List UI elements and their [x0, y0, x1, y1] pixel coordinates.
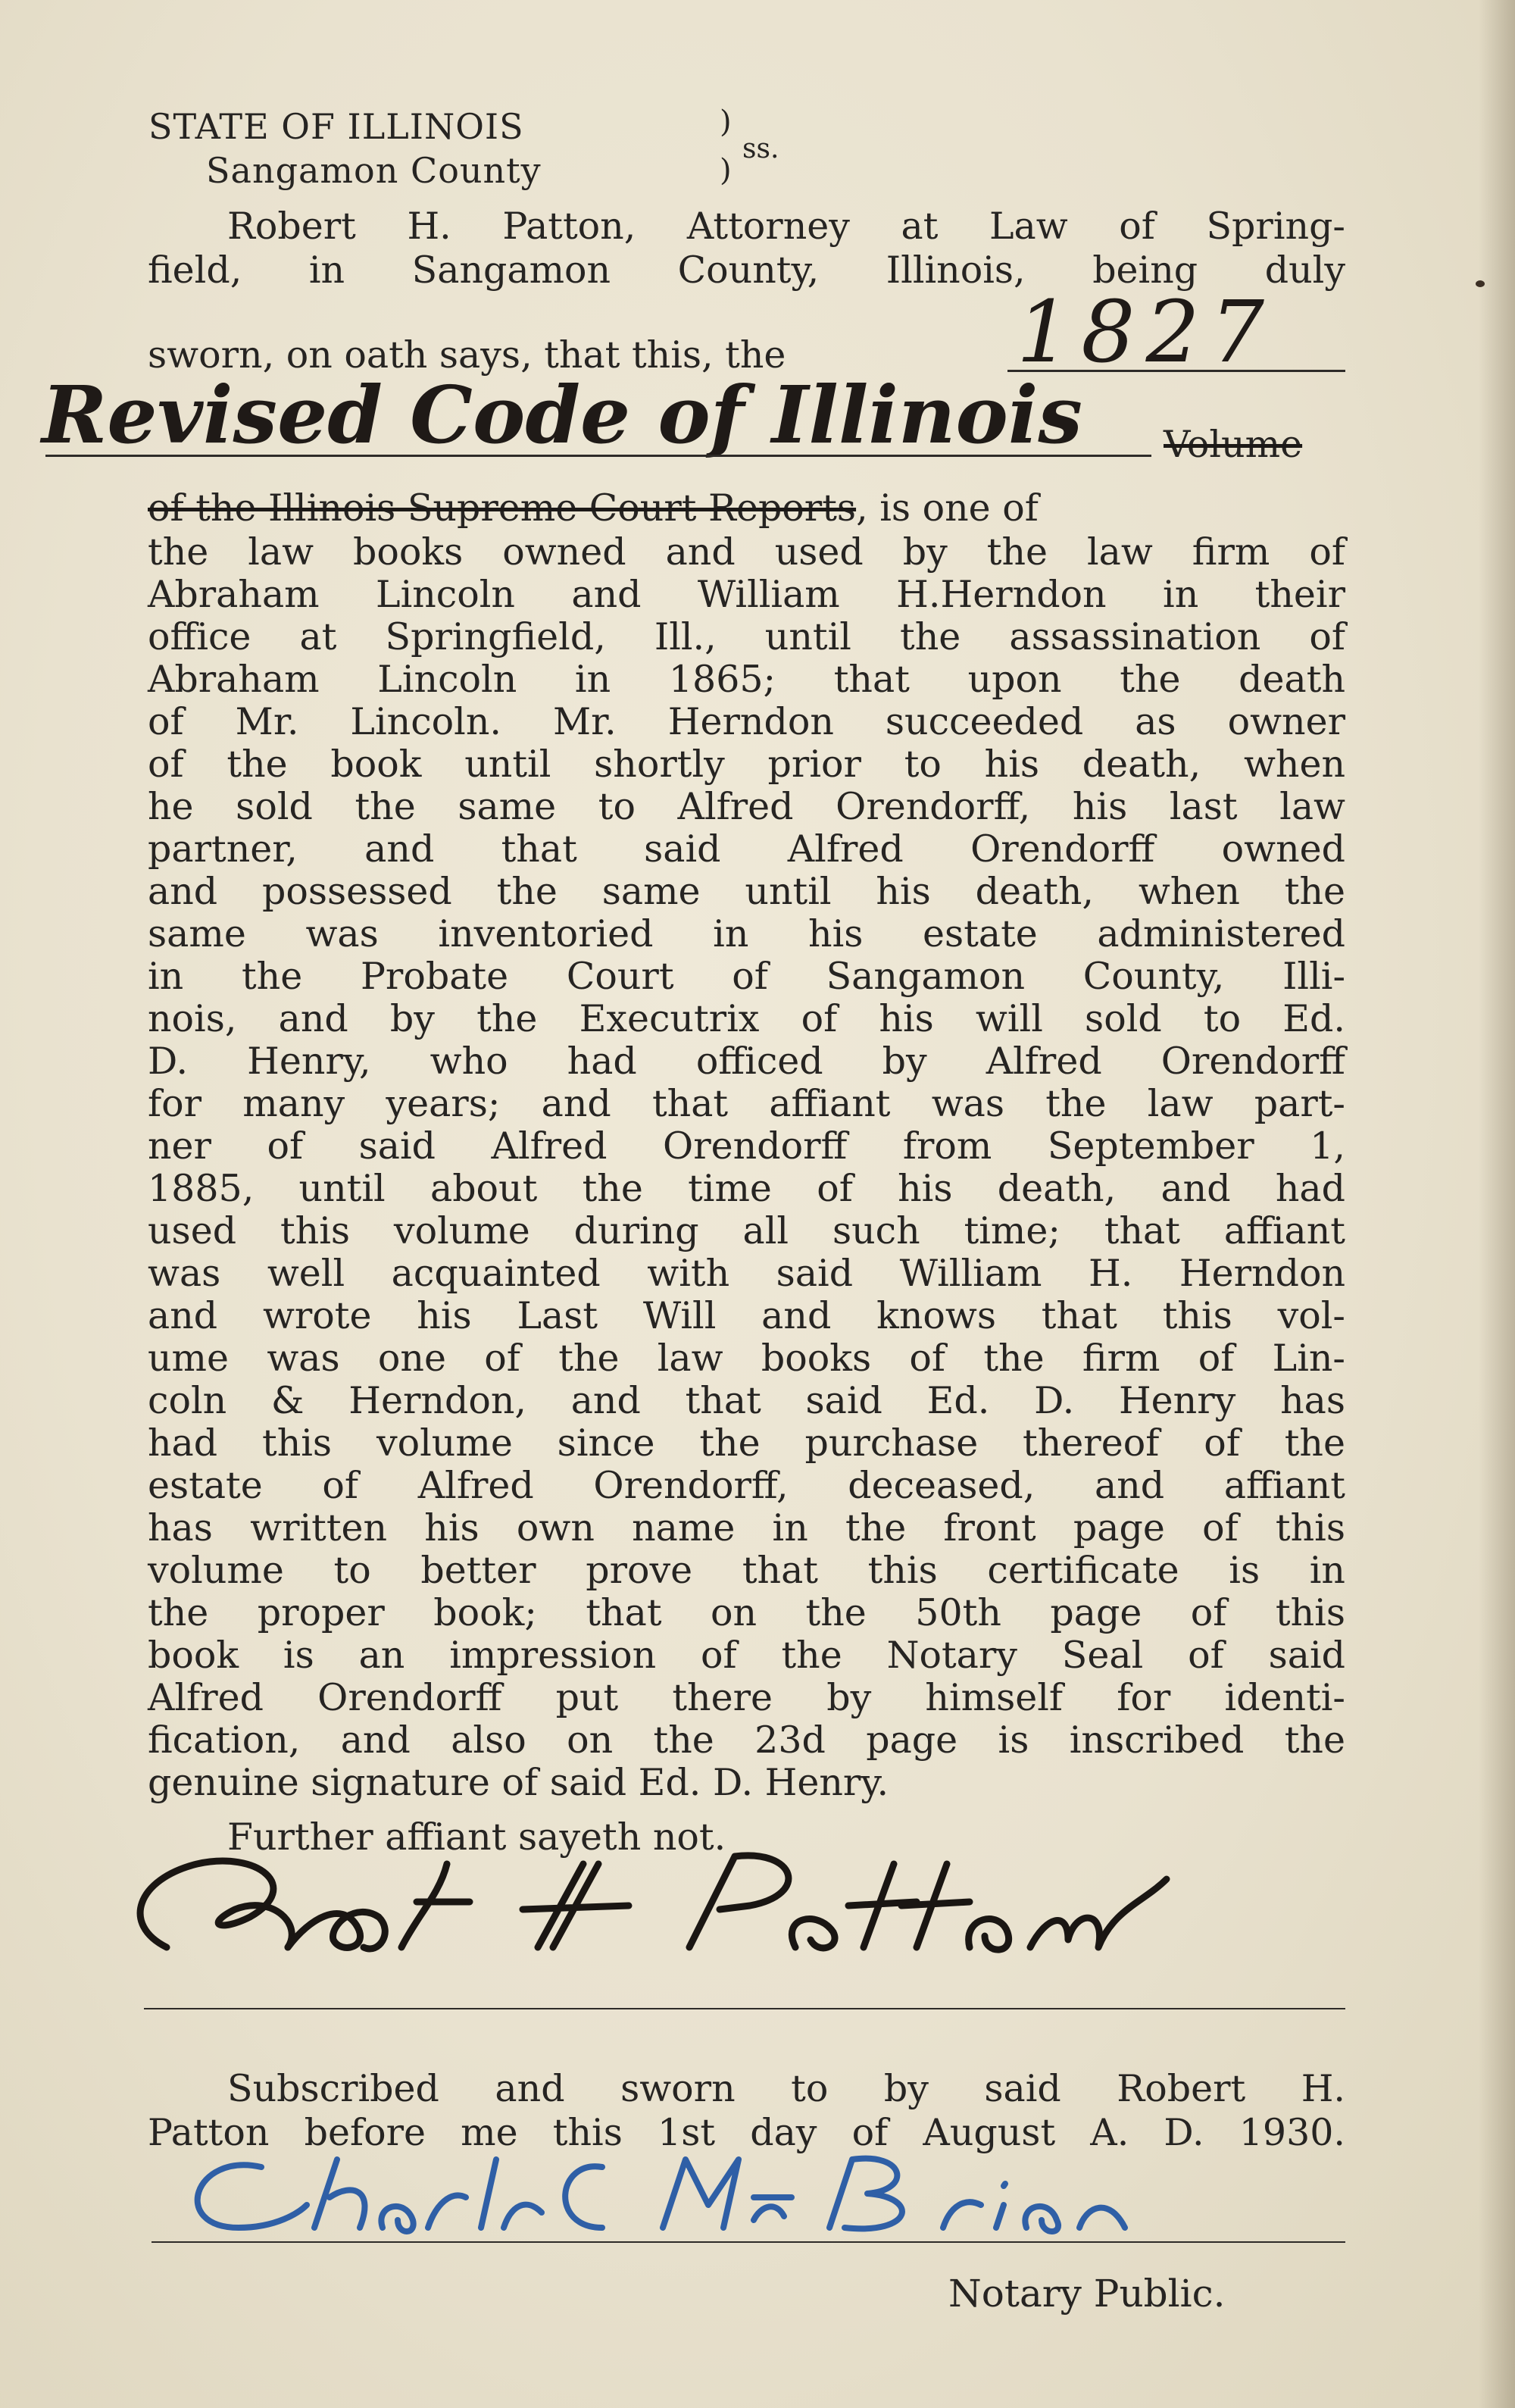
body-line: he sold the same to Alfred Orendorff, his last law — [148, 785, 1345, 828]
body-line: office at Springfield, Ill., until the assassination of — [148, 615, 1345, 658]
notary-signature — [148, 2144, 1193, 2243]
body-line: same was inventoried in his estate administered — [148, 912, 1345, 955]
body-line: of the book until shortly prior to his death, when — [148, 743, 1345, 786]
venue-brace-bottom: ) — [720, 153, 732, 188]
body-line: the law books owned and used by the law firm of — [148, 530, 1345, 574]
handwritten-book-title: Revised Code of Illinois — [42, 368, 1082, 461]
affidavit-line-3: sworn, on oath says, that this, the — [148, 333, 786, 377]
body-line: of Mr. Lincoln. Mr. Herndon succeeded as owner — [148, 700, 1345, 743]
jurat-line-2: Patton before me this 1st day of August A. D. 1930. — [148, 2111, 1345, 2154]
jurat-line-1: Subscribed and sworn to by said Robert H. — [227, 2067, 1345, 2110]
body-line: had this volume since the purchase thereof of the — [148, 1421, 1345, 1465]
body-line: ner of said Alfred Orendorff from September 1, — [148, 1124, 1345, 1168]
body-line: for many years; and that affiant was the law part- — [148, 1082, 1345, 1125]
affiant-signature-line — [144, 2008, 1345, 2009]
venue-county: Sangamon County — [206, 150, 542, 191]
handwritten-year: 1827 — [1017, 283, 1276, 382]
venue-ss: ss. — [742, 133, 779, 164]
ink-speck — [1476, 280, 1485, 287]
notary-signature-line — [152, 2241, 1345, 2243]
page-edge-shadow — [1479, 0, 1515, 2408]
title-blank-line — [45, 455, 1151, 457]
body-line: has written his own name in the front page of this — [148, 1506, 1345, 1550]
affidavit-line-2: field, in Sangamon County, Illinois, being duly — [148, 249, 1345, 292]
affidavit-closing: Further affiant sayeth not. — [227, 1815, 726, 1859]
body-line: Abraham Lincoln and William H.Herndon in their — [148, 573, 1345, 616]
affidavit-line-1: Robert H. Patton, Attorney at Law of Spring- — [227, 205, 1345, 248]
body-line: book is an impression of the Notary Seal of said — [148, 1634, 1345, 1677]
body-line: and wrote his Last Will and knows that this vol- — [148, 1294, 1345, 1337]
body-line: fication, and also on the 23d page is inscribed the — [148, 1718, 1345, 1762]
body-line: ume was one of the law books of the firm of Lin- — [148, 1337, 1345, 1380]
struck-volume: Volume — [1164, 423, 1303, 466]
body-line: used this volume during all such time; that affiant — [148, 1209, 1345, 1252]
affiant-signature — [114, 1834, 1212, 1978]
body-line: nois, and by the Executrix of his will sold to Ed. — [148, 997, 1345, 1040]
body-line: D. Henry, who had officed by Alfred Orendorff — [148, 1040, 1345, 1083]
body-line: Abraham Lincoln in 1865; that upon the death — [148, 658, 1345, 701]
body-line: in the Probate Court of Sangamon County, Illi- — [148, 955, 1345, 998]
affidavit-line-5 — [148, 486, 1345, 530]
venue-brace-top: ) — [720, 105, 732, 139]
body-line: 1885, until about the time of his death, and had — [148, 1167, 1345, 1210]
body-line: and possessed the same until his death, when the — [148, 870, 1345, 913]
venue-state: STATE OF ILLINOIS — [148, 106, 524, 147]
affidavit-last-line: genuine signature of said Ed. D. Henry. — [148, 1761, 889, 1804]
body-line: coln & Herndon, and that said Ed. D. Henry has — [148, 1379, 1345, 1422]
body-line: was well acquainted with said William H. Herndon — [148, 1252, 1345, 1295]
notary-public-label: Notary Public. — [948, 2272, 1226, 2316]
after-reports: , is one of — [856, 486, 1039, 530]
struck-reports: of the Illinois Supreme Court Reports — [148, 486, 857, 530]
body-line: Alfred Orendorff put there by himself for identi- — [148, 1676, 1345, 1719]
body-line: volume to better prove that this certificate is in — [148, 1549, 1345, 1592]
body-line: the proper book; that on the 50th page of this — [148, 1591, 1345, 1634]
body-line: estate of Alfred Orendorff, deceased, and affiant — [148, 1464, 1345, 1507]
body-line: partner, and that said Alfred Orendorff owned — [148, 827, 1345, 871]
